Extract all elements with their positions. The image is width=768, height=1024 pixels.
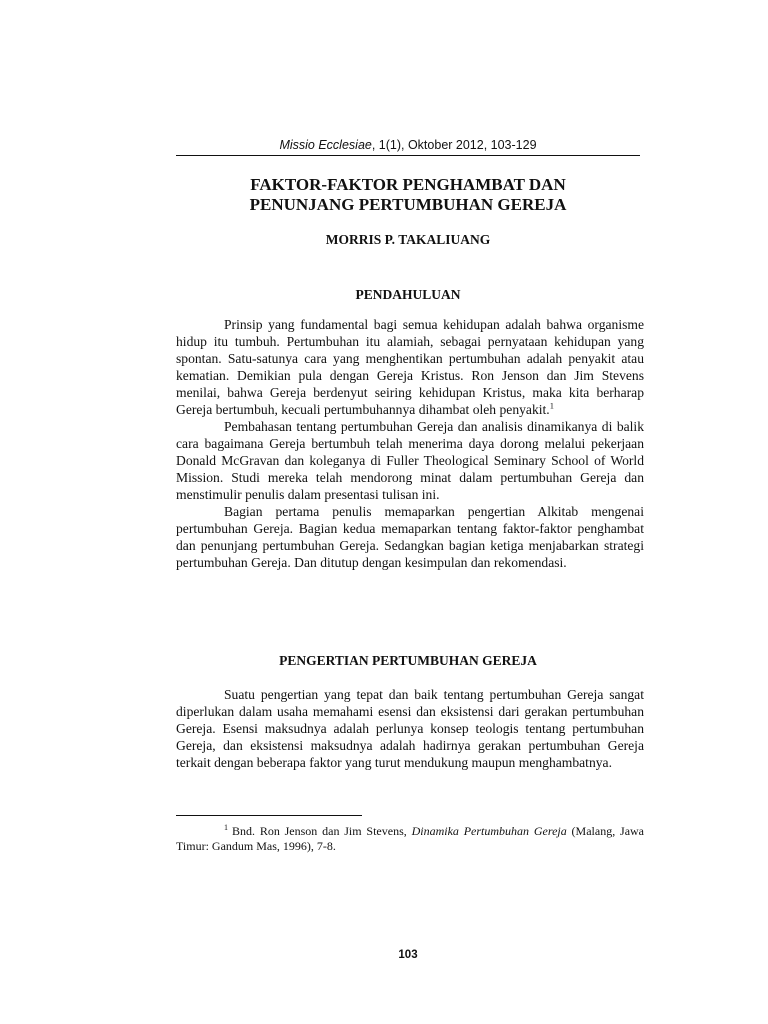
footnote-text-before: Bnd. Ron Jenson dan Jim Stevens, [232, 824, 412, 838]
intro-paragraph-1-text: Prinsip yang fundamental bagi semua kehidupan adalah bahwa organisme hidup itu tumbuh. Pertumbuhan itu alamiah, sebagai pernyataan kehidupan yang spontan. Satu-satunya cara yang menghentikan pertumbuhan adalah penyakit atau kematian. Demikian pula dengan Gereja Kristus. Ron Jenson dan Jim Stevens menilai, bahwa Gereja berdenyut seiring kehidupan Kristus, maka kita berharap Gereja bertumbuh, kecuali pertumbuhannya dihambat oleh penyakit. [176, 317, 644, 417]
journal-name: Missio Ecclesiae [279, 138, 372, 152]
running-head [176, 137, 640, 153]
article-title-line-1: FAKTOR-FAKTOR PENGHAMBAT DAN [250, 175, 566, 194]
article-author: MORRIS P. TAKALIUANG [325, 232, 491, 247]
footnote-book-title: Dinamika Pertumbuhan Gereja [411, 824, 567, 838]
article-title [176, 175, 640, 215]
footnote-reference: 1 [549, 400, 554, 411]
intro-paragraph-3: Bagian pertama penulis memaparkan pengertian Alkitab mengenai pertumbuhan Gereja. Bagian kedua memaparkan tentang faktor-faktor penghambat dan penunjang pertumbuhan Gereja. Sedangkan bagian ketiga menjabarkan strategi pertumbuhan Gereja. Dan ditutup dengan kesimpulan dan rekomendasi. [176, 504, 644, 570]
footnote-separator [176, 815, 362, 816]
growth-paragraph-1: Suatu pengertian yang tepat dan baik tentang pertumbuhan Gereja sangat diperlukan dalam usaha memahami esensi dan eksistensi dari gerakan pertumbuhan Gereja. Esensi maksudnya adalah perlunya konsep teologis tentang pertumbuhan Gereja, dan eksistensi maksudnya adalah hadirnya gerakan pertumbuhan Gereja terkait dengan beberapa faktor yang turut mendukung maupun menghambatnya. [176, 687, 644, 770]
section-heading-introduction: PENDAHULUAN [355, 287, 461, 302]
footnote-mark: 1 [224, 823, 228, 832]
footnote-text-after: (Malang, Jawa Timur: Gandum Mas, 1996), 7-8. [176, 824, 645, 853]
section-heading-church-growth: PENGERTIAN PERTUMBUHAN GEREJA [279, 653, 537, 668]
footnote [176, 824, 644, 854]
page-number: 103 [398, 949, 418, 961]
intro-paragraph-2: Pembahasan tentang pertumbuhan Gereja dan analisis dinamikanya di balik cara bagaimana Gereja bertumbuh telah menerima daya dorong melalui pekerjaan Donald McGravan dan koleganya di Fuller Theological Seminary School of World Mission. Studi mereka telah mendorong minat dalam pertumbuhan Gereja dan menstimulir penulis dalam presentasi tulisan ini. [176, 419, 644, 502]
running-head-rule [176, 155, 640, 156]
intro-paragraph-1 [176, 316, 644, 418]
article-title-line-2: PENUNJANG PERTUMBUHAN GEREJA [249, 195, 567, 214]
church-growth-body [176, 686, 644, 771]
journal-citation: , 1(1), Oktober 2012, 103-129 [371, 138, 537, 152]
introduction-body [176, 316, 644, 571]
